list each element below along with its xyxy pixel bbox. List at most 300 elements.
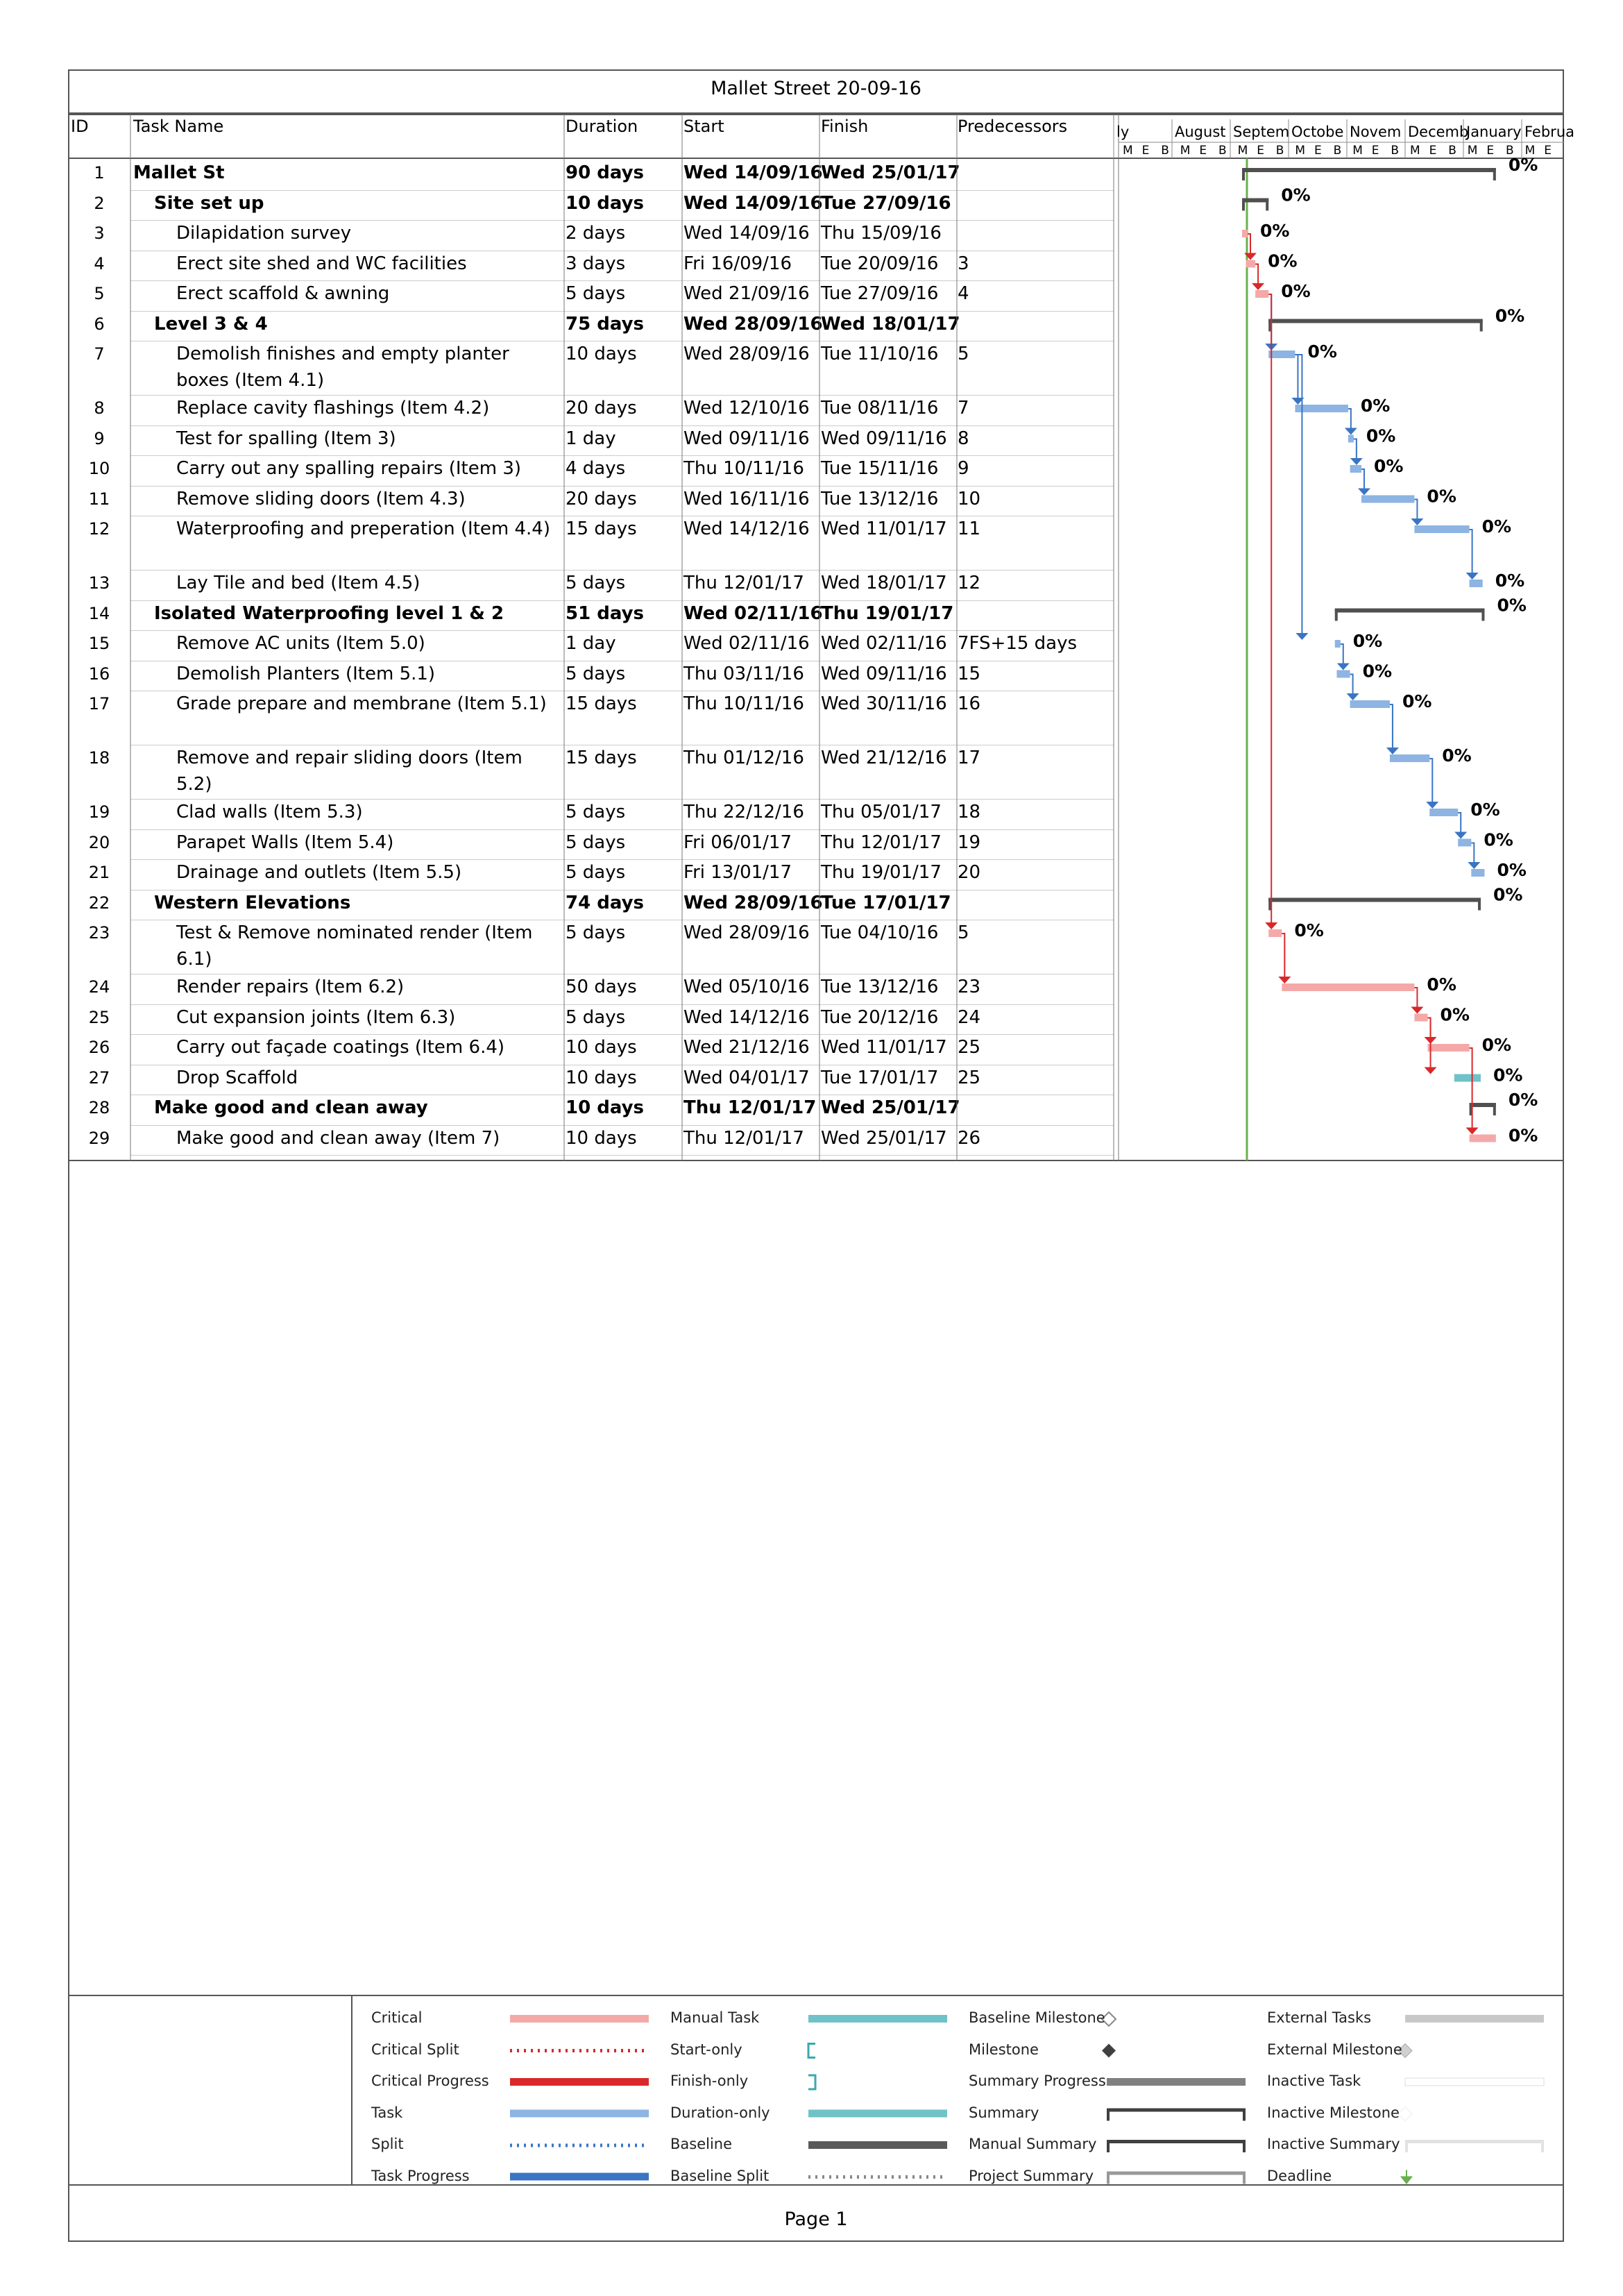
task-id: 20	[88, 832, 110, 852]
task-start: Thu 10/11/16	[683, 458, 804, 479]
task-name: Drainage and outlets (Item 5.5)	[176, 862, 462, 883]
timescale-sub: E	[1429, 144, 1437, 158]
task-start: Thu 22/12/16	[683, 802, 804, 822]
task-name: Demolish Planters (Item 5.1)	[176, 663, 436, 684]
progress-label: 0%	[1362, 661, 1393, 682]
task-id: 23	[88, 923, 110, 943]
legend-label: Inactive Task	[1267, 2073, 1361, 2089]
task-predecessors: 4	[958, 283, 969, 304]
task-start: Wed 12/10/16	[683, 398, 810, 419]
task-finish: Tue 17/01/17	[821, 1067, 939, 1088]
task-id: 21	[88, 863, 110, 882]
progress-label: 0%	[1352, 631, 1383, 651]
legend-label: Deadline	[1267, 2167, 1332, 2184]
task-predecessors: 8	[958, 428, 969, 449]
task-duration: 1 day	[566, 428, 616, 449]
task-start: Wed 28/09/16	[683, 922, 810, 943]
task-start: Wed 28/09/16	[683, 344, 810, 364]
task-name: Remove and repair sliding doors (Item 5.2)	[176, 748, 522, 795]
task-bar	[1348, 435, 1354, 443]
task-name: Clad walls (Item 5.3)	[176, 802, 363, 822]
legend	[68, 1995, 1564, 2197]
dependency-link	[1354, 439, 1357, 462]
task-id: 2	[94, 193, 105, 213]
task-duration: 15 days	[566, 518, 637, 539]
progress-label: 0%	[1497, 860, 1527, 880]
timescale-sub: B	[1506, 144, 1514, 158]
legend-label: External Tasks	[1267, 2009, 1372, 2026]
task-id: 6	[94, 314, 105, 334]
task-name: Carry out any spalling repairs (Item 3)	[176, 458, 522, 479]
dependency-link	[1429, 759, 1432, 804]
summary-bar-start-cap	[1242, 199, 1245, 211]
task-start: Thu 03/11/16	[683, 663, 804, 684]
task-predecessors: 18	[958, 802, 981, 822]
legend-label: Finish-only	[670, 2073, 749, 2089]
task-start: Wed 14/09/16	[683, 223, 810, 244]
task-id: 28	[88, 1098, 110, 1117]
progress-label: 0%	[1481, 516, 1512, 537]
task-finish: Tue 08/11/16	[821, 398, 939, 419]
task-start: Thu 01/12/16	[683, 748, 804, 768]
task-bar	[1361, 496, 1414, 503]
progress-label: 0%	[1373, 456, 1404, 476]
legend-label: Critical	[371, 2009, 423, 2026]
dependency-arrow	[1386, 748, 1399, 754]
dependency-arrow	[1468, 862, 1480, 869]
task-start: Fri 06/01/17	[683, 832, 792, 853]
task-finish: Tue 17/01/17	[821, 892, 951, 913]
task-start: Thu 10/11/16	[683, 693, 804, 714]
task-finish: Tue 13/12/16	[821, 488, 939, 509]
summary-bar	[1242, 199, 1268, 203]
task-predecessors: 26	[958, 1127, 981, 1149]
task-finish: Thu 19/01/17	[821, 862, 942, 883]
dependency-arrow	[1295, 633, 1308, 640]
col-header-duration: Duration	[566, 117, 638, 136]
task-finish: Wed 25/01/17	[821, 162, 960, 183]
task-duration: 5 days	[566, 1006, 626, 1028]
task-predecessors: 25	[958, 1067, 981, 1088]
task-name: Lay Tile and bed (Item 4.5)	[176, 573, 420, 593]
timescale-sub: M	[1295, 144, 1306, 158]
critical-bar	[1255, 290, 1268, 298]
task-name: Cut expansion joints (Item 6.3)	[176, 1006, 456, 1028]
task-id: 18	[88, 748, 110, 768]
task-start: Fri 16/09/16	[683, 253, 792, 274]
task-start: Wed 14/12/16	[683, 1006, 810, 1028]
summary-bar	[1268, 898, 1481, 902]
dependency-arrow	[1278, 977, 1291, 984]
timescale-sub: E	[1257, 144, 1264, 158]
progress-label: 0%	[1508, 1090, 1538, 1110]
dependency-arrow	[1425, 1067, 1437, 1074]
task-id: 14	[88, 603, 110, 623]
progress-label: 0%	[1481, 1035, 1512, 1055]
dependency-arrow	[1466, 1128, 1479, 1135]
summary-bar	[1470, 1103, 1496, 1107]
task-finish: Wed 11/01/17	[821, 1037, 947, 1058]
dependency-link	[1471, 843, 1474, 866]
task-id: 4	[94, 253, 105, 273]
dependency-arrow	[1454, 832, 1467, 839]
task-id: 13	[88, 573, 110, 593]
task-name: Mallet St	[133, 162, 225, 183]
task-predecessors: 5	[958, 344, 969, 364]
timescale-month: ly	[1116, 124, 1130, 140]
task-finish: Wed 25/01/17	[821, 1097, 960, 1118]
task-predecessors: 10	[958, 488, 981, 509]
task-finish: Tue 15/11/16	[821, 458, 939, 479]
progress-label: 0%	[1484, 829, 1513, 850]
timescale-sub: E	[1544, 144, 1552, 158]
task-name: Test & Remove nominated render (Item 6.1)	[176, 922, 533, 970]
critical-bar	[1268, 929, 1282, 937]
progress-label: 0%	[1281, 185, 1311, 205]
task-predecessors: 17	[958, 748, 981, 768]
task-duration: 10 days	[566, 1037, 637, 1058]
task-id: 9	[94, 428, 105, 448]
legend-label: Baseline Split	[670, 2167, 770, 2184]
task-duration: 5 days	[566, 802, 626, 822]
task-name: Make good and clean away (Item 7)	[176, 1127, 500, 1149]
progress-label: 0%	[1440, 1004, 1470, 1025]
task-duration: 15 days	[566, 693, 637, 714]
dependency-arrow	[1358, 489, 1370, 496]
summary-bar-start-cap	[1242, 168, 1245, 180]
timescale-sub: B	[1275, 144, 1284, 158]
task-start: Wed 02/11/16	[683, 633, 810, 654]
critical-bar	[1414, 1014, 1427, 1022]
task-finish: Tue 20/12/16	[821, 1006, 939, 1028]
task-duration: 5 days	[566, 862, 626, 883]
legend-label: Inactive Milestone	[1267, 2104, 1400, 2121]
dependency-arrow	[1350, 458, 1363, 465]
task-finish: Wed 30/11/16	[821, 693, 947, 714]
task-start: Wed 14/09/16	[683, 192, 823, 214]
progress-label: 0%	[1495, 571, 1525, 591]
task-duration: 10 days	[566, 1097, 645, 1118]
dependency-link	[1348, 409, 1351, 431]
timescale-sub: M	[1410, 144, 1420, 158]
legend-label: Manual Summary	[969, 2136, 1097, 2152]
task-finish: Wed 21/12/16	[821, 748, 947, 768]
task-id: 12	[88, 519, 110, 539]
task-bar	[1335, 640, 1341, 648]
progress-label: 0%	[1402, 691, 1432, 711]
task-bar	[1471, 869, 1484, 877]
critical-bar	[1428, 1044, 1470, 1052]
task-finish: Tue 20/09/16	[821, 253, 939, 274]
task-name: Remove sliding doors (Item 4.3)	[176, 488, 466, 509]
task-predecessors: 19	[958, 832, 981, 853]
task-duration: 10 days	[566, 344, 637, 364]
summary-bar-end-cap	[1478, 898, 1481, 911]
task-name: Site set up	[154, 192, 264, 214]
timescale-month: Februa	[1524, 124, 1574, 140]
task-start: Wed 21/12/16	[683, 1037, 810, 1058]
task-name: Demolish finishes and empty planter boxes (Item 4.1)	[176, 344, 509, 391]
task-finish: Tue 04/10/16	[821, 922, 939, 943]
task-id: 11	[88, 489, 110, 509]
col-header-start: Start	[683, 117, 724, 136]
manual-bar	[1454, 1074, 1481, 1082]
task-name: Render repairs (Item 6.2)	[176, 977, 405, 997]
dependency-link	[1248, 234, 1250, 256]
task-predecessors: 24	[958, 1006, 981, 1028]
task-duration: 10 days	[566, 1127, 637, 1149]
task-id: 16	[88, 664, 110, 684]
summary-bar	[1242, 168, 1496, 172]
task-name: Waterproofing and preperation (Item 4.4)	[176, 518, 550, 539]
timescale-sub: B	[1448, 144, 1456, 158]
task-bar	[1268, 351, 1295, 358]
timescale-sub: E	[1141, 144, 1150, 158]
progress-label: 0%	[1493, 1065, 1523, 1086]
task-predecessors: 7FS+15 days	[958, 633, 1078, 654]
task-duration: 5 days	[566, 283, 626, 304]
task-predecessors: 5	[958, 922, 969, 943]
task-id: 25	[88, 1007, 110, 1027]
legend-label: Task Progress	[371, 2167, 470, 2184]
dependency-link	[1414, 988, 1417, 1010]
task-predecessors: 11	[958, 518, 981, 539]
task-name: Erect scaffold & awning	[176, 283, 390, 304]
task-id: 29	[88, 1128, 110, 1148]
timescale-sub: E	[1486, 144, 1495, 158]
dependency-arrow	[1345, 428, 1357, 435]
task-predecessors: 9	[958, 458, 969, 479]
task-name: Make good and clean away	[154, 1097, 428, 1118]
legend-label: Start-only	[670, 2041, 742, 2058]
task-finish: Wed 09/11/16	[821, 428, 947, 449]
legend-label: Summary Progress	[969, 2073, 1106, 2089]
task-predecessors: 3	[958, 253, 969, 274]
task-bar	[1470, 580, 1483, 587]
task-start: Wed 05/10/16	[683, 977, 810, 997]
timescale-month: Novem	[1350, 124, 1402, 140]
legend-label: Summary	[969, 2104, 1039, 2121]
dependency-arrow	[1347, 693, 1359, 700]
task-bar	[1350, 700, 1390, 708]
task-id: 7	[94, 344, 105, 364]
task-finish: Tue 13/12/16	[821, 977, 939, 997]
progress-label: 0%	[1260, 221, 1290, 241]
progress-label: 0%	[1307, 341, 1337, 362]
dependency-link	[1268, 294, 1271, 925]
task-duration: 5 days	[566, 832, 626, 853]
progress-label: 0%	[1294, 920, 1324, 940]
dependency-arrow	[1411, 518, 1423, 525]
progress-label: 0%	[1497, 595, 1527, 616]
dependency-link	[1390, 704, 1393, 750]
dependency-link	[1458, 813, 1461, 835]
task-duration: 2 days	[566, 223, 626, 244]
legend-label: Manual Task	[670, 2009, 760, 2026]
task-bar	[1458, 839, 1471, 847]
task-duration: 3 days	[566, 253, 626, 274]
legend-label: Inactive Summary	[1267, 2136, 1400, 2152]
dependency-link	[1341, 644, 1343, 666]
legend-label: Critical Split	[371, 2041, 459, 2058]
task-start: Wed 28/09/16	[683, 313, 823, 335]
timescale-month: Octobe	[1291, 124, 1344, 140]
task-start: Wed 04/01/17	[683, 1067, 810, 1088]
progress-label: 0%	[1268, 251, 1298, 271]
task-duration: 15 days	[566, 748, 637, 768]
timescale-month: Septem	[1233, 124, 1290, 140]
legend-label: External Milestone	[1267, 2041, 1402, 2058]
task-name: Test for spalling (Item 3)	[176, 428, 396, 449]
progress-label: 0%	[1508, 1125, 1538, 1146]
legend-label: Milestone	[969, 2041, 1039, 2058]
task-finish: Thu 12/01/17	[821, 832, 942, 853]
task-name: Grade prepare and membrane (Item 5.1)	[176, 693, 547, 714]
timescale-sub: M	[1352, 144, 1363, 158]
task-finish: Tue 11/10/16	[821, 344, 939, 364]
task-name: Isolated Waterproofing level 1 & 2	[154, 602, 504, 624]
task-id: 27	[88, 1067, 110, 1088]
timescale-sub: B	[1218, 144, 1227, 158]
progress-label: 0%	[1495, 305, 1525, 326]
timescale-sub: M	[1467, 144, 1478, 158]
progress-label: 0%	[1493, 884, 1523, 905]
dependency-link	[1350, 675, 1353, 697]
summary-bar-end-cap	[1481, 609, 1484, 621]
task-start: Wed 09/11/16	[683, 428, 810, 449]
page-number: Page 1	[784, 2209, 848, 2230]
timescale-sub: M	[1524, 144, 1536, 158]
task-predecessors: 15	[958, 663, 981, 684]
task-name: Remove AC units (Item 5.0)	[176, 633, 425, 654]
timescale-sub: M	[1123, 144, 1133, 158]
timescale-sub: E	[1371, 144, 1379, 158]
task-id: 3	[94, 223, 105, 243]
dependency-link	[1255, 264, 1258, 287]
task-bar	[1350, 465, 1361, 473]
task-duration: 1 day	[566, 633, 616, 654]
dependency-link	[1361, 469, 1364, 491]
progress-label: 0%	[1427, 486, 1456, 507]
timescale-sub: E	[1314, 144, 1322, 158]
task-id: 19	[88, 802, 110, 822]
timescale-sub: B	[1391, 144, 1400, 158]
dependency-arrow	[1252, 283, 1264, 290]
critical-bar	[1246, 260, 1255, 268]
task-start: Wed 16/11/16	[683, 488, 810, 509]
col-header-id: ID	[71, 117, 89, 136]
task-finish: Wed 25/01/17	[821, 1127, 947, 1149]
dependency-arrow	[1411, 1007, 1423, 1014]
timescale-sub: B	[1333, 144, 1342, 158]
task-duration: 90 days	[566, 162, 645, 183]
progress-label: 0%	[1281, 281, 1311, 301]
progress-label: 0%	[1366, 425, 1396, 446]
task-start: Wed 14/12/16	[683, 518, 810, 539]
dependency-arrow	[1466, 573, 1479, 580]
task-id: 8	[94, 398, 105, 418]
task-duration: 4 days	[566, 458, 626, 479]
timescale-sub: M	[1237, 144, 1248, 158]
task-bar	[1337, 670, 1350, 678]
task-duration: 51 days	[566, 602, 645, 624]
task-bar	[1295, 405, 1348, 412]
summary-bar	[1268, 319, 1482, 323]
task-finish: Wed 02/11/16	[821, 633, 947, 654]
dependency-link	[1470, 1048, 1472, 1131]
progress-label: 0%	[1508, 155, 1538, 175]
task-name: Dilapidation survey	[176, 223, 352, 244]
summary-bar-end-cap	[1266, 199, 1268, 211]
task-start: Wed 28/09/16	[683, 892, 823, 913]
task-id: 5	[94, 284, 105, 303]
timescale-sub: B	[1161, 144, 1169, 158]
task-bar	[1414, 525, 1469, 533]
task-id: 17	[88, 694, 110, 714]
legend-label: Baseline	[670, 2136, 733, 2152]
legend-label: Split	[371, 2136, 404, 2152]
task-id: 22	[88, 893, 110, 913]
legend-label: Critical Progress	[371, 2073, 489, 2089]
task-duration: 5 days	[566, 663, 626, 684]
task-finish: Wed 18/01/17	[821, 573, 947, 593]
dependency-arrow	[1337, 664, 1350, 670]
task-start: Wed 02/11/16	[683, 602, 823, 624]
critical-bar	[1282, 984, 1414, 991]
task-finish: Thu 15/09/16	[821, 223, 942, 244]
dependency-arrow	[1426, 802, 1438, 809]
task-finish: Tue 27/09/16	[821, 283, 939, 304]
task-duration: 10 days	[566, 1067, 637, 1088]
progress-label: 0%	[1427, 974, 1456, 995]
critical-bar	[1470, 1135, 1496, 1142]
task-duration: 5 days	[566, 573, 626, 593]
task-name: Western Elevations	[154, 892, 351, 913]
task-start: Wed 21/09/16	[683, 283, 810, 304]
task-predecessors: 23	[958, 977, 981, 997]
summary-bar-start-cap	[1335, 609, 1338, 621]
task-start: Thu 12/01/17	[683, 573, 804, 593]
legend-label: Task	[371, 2104, 403, 2121]
task-duration: 50 days	[566, 977, 637, 997]
task-name: Replace cavity flashings (Item 4.2)	[176, 398, 490, 419]
col-header-finish: Finish	[821, 117, 869, 136]
task-predecessors: 7	[958, 398, 969, 419]
task-name: Carry out façade coatings (Item 6.4)	[176, 1037, 505, 1058]
summary-bar-end-cap	[1480, 319, 1483, 332]
task-duration: 10 days	[566, 192, 645, 214]
task-id: 1	[94, 163, 105, 183]
task-id: 10	[88, 459, 110, 478]
task-bar	[1429, 809, 1458, 816]
task-predecessors: 12	[958, 573, 981, 593]
task-id: 24	[88, 977, 110, 997]
col-header-task-name: Task Name	[133, 117, 224, 136]
critical-bar	[1242, 230, 1248, 237]
task-start: Thu 12/01/17	[683, 1127, 804, 1149]
col-header-predecessors: Predecessors	[958, 117, 1068, 136]
task-name: Level 3 & 4	[154, 313, 268, 335]
dependency-arrow	[1265, 922, 1277, 929]
legend-label: Baseline Milestone	[969, 2009, 1105, 2026]
timescale-month: August	[1175, 124, 1226, 140]
task-finish: Wed 11/01/17	[821, 518, 947, 539]
task-name: Erect site shed and WC facilities	[176, 253, 467, 274]
dependency-link	[1295, 355, 1298, 400]
legend-label: Duration-only	[670, 2104, 770, 2121]
progress-label: 0%	[1360, 396, 1391, 416]
progress-label: 0%	[1470, 800, 1500, 820]
